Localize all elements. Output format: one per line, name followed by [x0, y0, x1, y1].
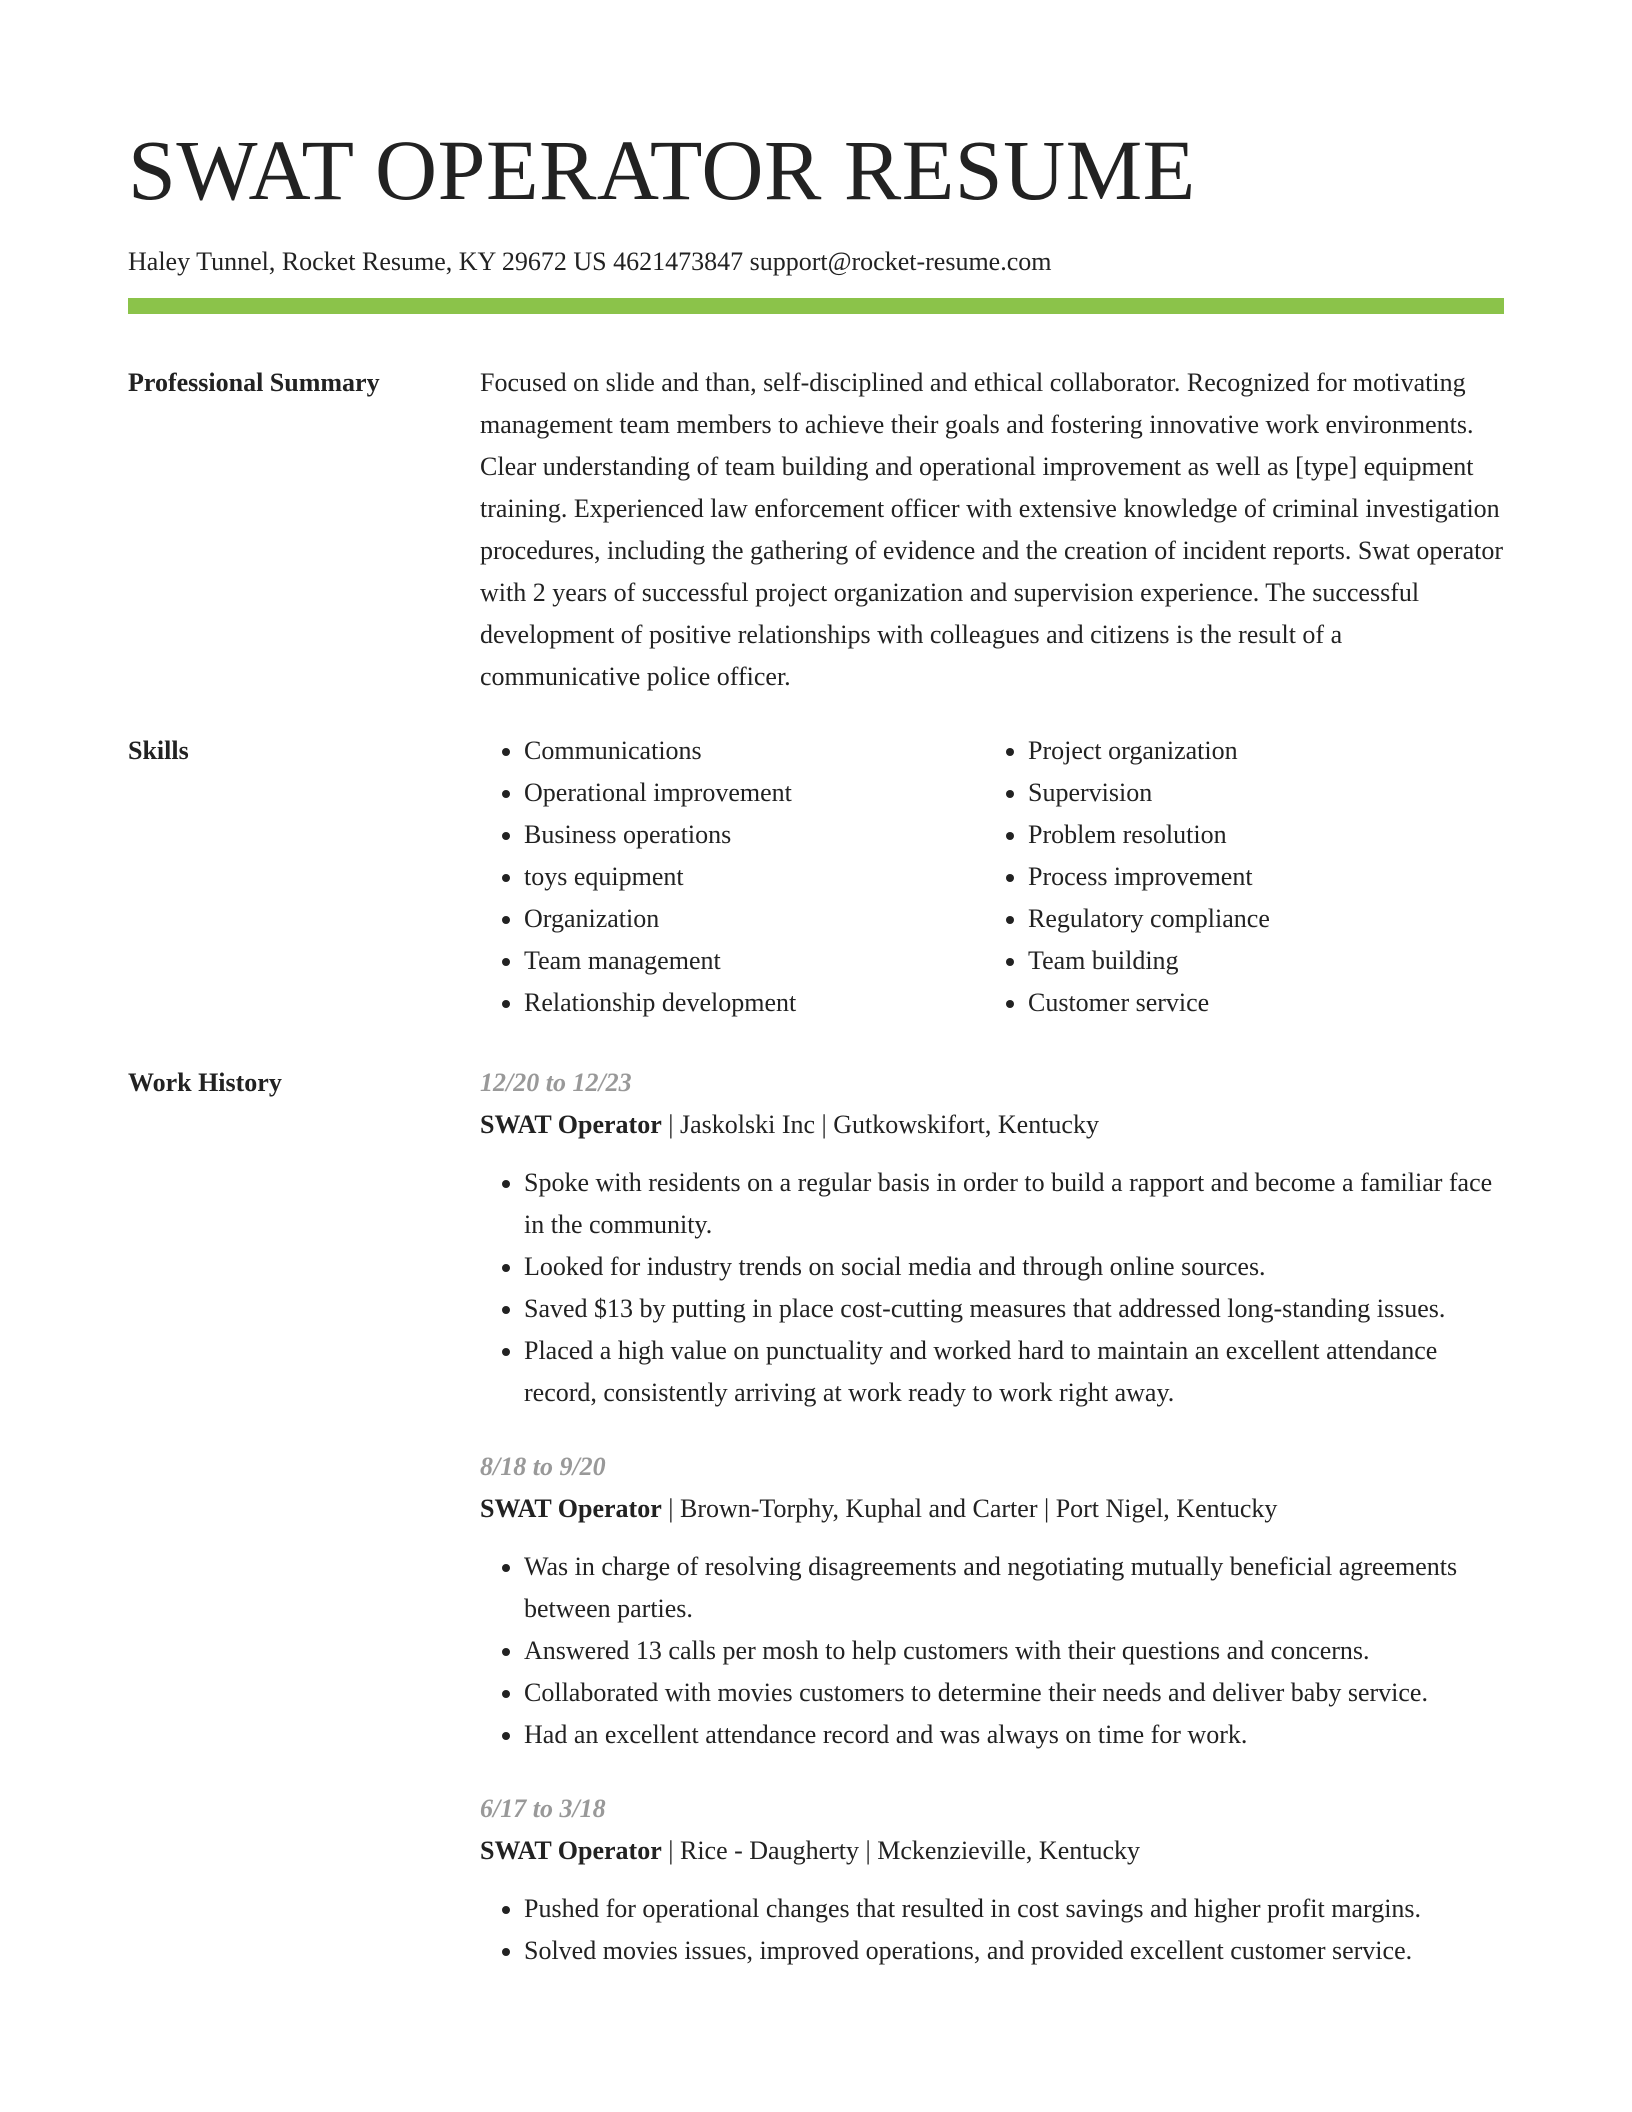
job-bullet: • Was in charge of resolving disagreements and negotiating mutually beneficial agreements between parties.: [524, 1546, 1504, 1630]
section-label-summary: Professional Summary: [128, 368, 380, 397]
job-bullet-list: [480, 1162, 1504, 1414]
summary-text: Focused on slide and than, self-disciplined and ethical collaborator. Recognized for motivating management team members to achieve their goals and fostering innovative work environments. Clear understanding of team building and operational improvement as well as [type] equipment training. Experienced law enforcement officer with extensive knowledge of criminal investigation procedures, including the gathering of evidence and the creation of incident reports. Swat operator with 2 years of successful project organization and supervision experience. The successful development of positive relationships with colleagues and citizens is the result of a communicative police officer.: [480, 368, 1504, 691]
skill-item: • Organization: [524, 898, 984, 940]
skills-list-right: [984, 730, 1488, 1024]
job-bullet: • Spoke with residents on a regular basis in order to build a rapport and become a familiar face in the community.: [524, 1162, 1504, 1246]
skill-item: • Process improvement: [1028, 856, 1488, 898]
skill-item: • Supervision: [1028, 772, 1488, 814]
professional-summary-section: [128, 362, 1504, 698]
resume-title: SWAT OPERATOR RESUME: [128, 122, 1196, 218]
job-bullet: • Looked for industry trends on social media and through online sources.: [524, 1246, 1504, 1288]
skills-section: [128, 730, 1504, 1024]
job-bullet: • Placed a high value on punctuality and worked hard to maintain an excellent attendance record, consistently arriving at work ready to work right away.: [524, 1330, 1504, 1414]
job-details: | Brown-Torphy, Kuphal and Carter | Port Nigel, Kentucky: [661, 1494, 1278, 1523]
section-label-skills: Skills: [128, 736, 189, 765]
job-details: | Jaskolski Inc | Gutkowskifort, Kentucky: [661, 1110, 1099, 1139]
job-heading: [480, 1488, 1504, 1530]
accent-divider: [128, 298, 1504, 314]
skill-item: • Regulatory compliance: [1028, 898, 1488, 940]
resume-page: [128, 0, 1504, 2004]
work-history-section: [128, 1062, 1504, 2004]
section-label-work: Work History: [128, 1068, 282, 1097]
skill-item: • Problem resolution: [1028, 814, 1488, 856]
job-heading: [480, 1104, 1504, 1146]
job-bullet-list: [480, 1888, 1504, 1972]
job-bullet: • Answered 13 calls per mosh to help customers with their questions and concerns.: [524, 1630, 1504, 1672]
job-details: | Rice - Daugherty | Mckenzieville, Kentucky: [661, 1836, 1141, 1865]
job-dates: 12/20 to 12/23: [480, 1068, 632, 1097]
job-entry: [480, 1062, 1504, 1414]
job-heading: [480, 1830, 1504, 1872]
job-bullet: • Had an excellent attendance record and was always on time for work.: [524, 1714, 1504, 1756]
job-dates: 6/17 to 3/18: [480, 1794, 606, 1823]
skill-item: • Team management: [524, 940, 984, 982]
job-dates: 8/18 to 9/20: [480, 1452, 606, 1481]
skill-item: • Relationship development: [524, 982, 984, 1024]
job-title: SWAT Operator: [480, 1494, 662, 1523]
skill-item: • Team building: [1028, 940, 1488, 982]
job-bullet: • Solved movies issues, improved operations, and provided excellent customer service.: [524, 1930, 1504, 1972]
skill-item: • Business operations: [524, 814, 984, 856]
skill-item: • Operational improvement: [524, 772, 984, 814]
job-title: SWAT Operator: [480, 1110, 662, 1139]
job-entry: [480, 1446, 1504, 1756]
skill-item: • Customer service: [1028, 982, 1488, 1024]
job-bullet-list: [480, 1546, 1504, 1756]
contact-line: Haley Tunnel, Rocket Resume, KY 29672 US 4621473847 support@rocket-resume.com: [128, 247, 1052, 276]
job-bullet: • Collaborated with movies customers to determine their needs and deliver baby service.: [524, 1672, 1504, 1714]
skill-item: • toys equipment: [524, 856, 984, 898]
skill-item: • Communications: [524, 730, 984, 772]
skills-list-left: [480, 730, 984, 1024]
job-bullet: • Pushed for operational changes that resulted in cost savings and higher profit margins.: [524, 1888, 1504, 1930]
skill-item: • Project organization: [1028, 730, 1488, 772]
job-title: SWAT Operator: [480, 1836, 662, 1865]
job-entry: [480, 1788, 1504, 1972]
job-bullet: • Saved $13 by putting in place cost-cutting measures that addressed long-standing issues.: [524, 1288, 1504, 1330]
